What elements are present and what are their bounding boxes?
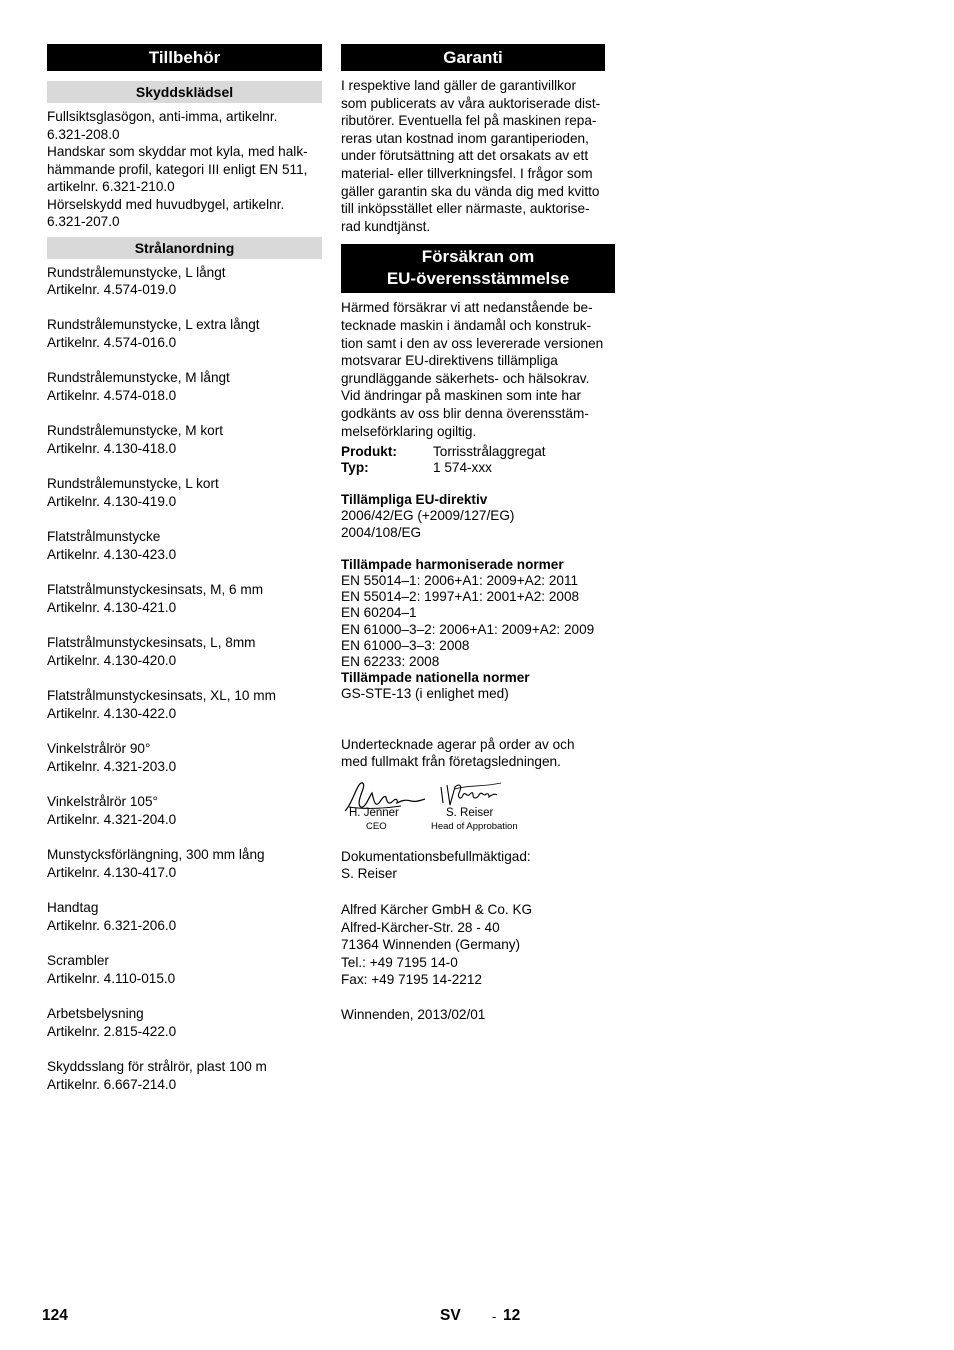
accessory-article: Artikelnr. 4.130-421.0 (47, 600, 177, 615)
text-line: material- eller tillverkningsfel. I frågor som (341, 165, 593, 181)
list-item (47, 687, 322, 722)
text-line: Undertecknade agerar på order av och (341, 736, 575, 752)
accessory-article: Artikelnr. 2.815-422.0 (47, 1023, 177, 1039)
standard-item: EN 62233: 2008 (341, 653, 440, 669)
accessory-article: Artikelnr. 6.321-206.0 (47, 917, 177, 933)
text-line: 6.321-208.0 (47, 126, 120, 142)
harmonised-standards (341, 557, 616, 703)
footer-dash: - (492, 1309, 497, 1324)
accessory-name: Munstycksförlängning, 300 mm lång (47, 847, 265, 863)
text-line: som publicerats av våra auktoriserade dist- (341, 95, 601, 111)
warranty-heading: Garanti (341, 44, 605, 71)
list-item (47, 528, 322, 563)
text-line: Hörselskydd med huvudbygel, artikelnr. (47, 196, 285, 212)
accessory-article: Artikelnr. 4.130-419.0 (47, 494, 177, 510)
list-item (47, 793, 322, 828)
product-info (341, 444, 616, 476)
product-value: Torrisstrålaggregat (433, 444, 546, 460)
list-item (47, 581, 322, 616)
accessory-name: Rundstrålemunstycke, L långt (47, 264, 226, 280)
list-item (47, 1005, 322, 1040)
list-item (47, 899, 322, 934)
company-address (341, 901, 616, 989)
list-item (47, 264, 322, 299)
text-line: Fullsiktsglasögon, anti-imma, artikelnr. (47, 109, 278, 124)
list-item (47, 422, 322, 457)
accessory-article: Artikelnr. 4.130-417.0 (47, 864, 177, 880)
accessory-name: Flatstrålmunstyckesinsats, L, 8mm (47, 635, 256, 651)
place-date: Winnenden, 2013/02/01 (341, 1006, 486, 1022)
accessory-name: Flatstrålmunstycke (47, 529, 161, 545)
section-page-number: 12 (503, 1307, 521, 1324)
accessory-name: Vinkelstrålrör 90° (47, 741, 151, 757)
accessory-article: Artikelnr. 4.574-019.0 (47, 282, 177, 298)
text-line: hämmande profil, kategori III enligt EN 511, (47, 161, 308, 177)
accessory-name: Rundstrålemunstycke, M kort (47, 423, 224, 439)
standard-item: EN 61000–3–2: 2006+A1: 2009+A2: 2009 (341, 621, 595, 637)
list-item (47, 369, 322, 404)
accessory-article: Artikelnr. 6.667-214.0 (47, 1076, 177, 1092)
list-item (47, 740, 322, 775)
text-line: Fax: +49 7195 14-2212 (341, 972, 482, 988)
text-line: 6.321-207.0 (47, 214, 120, 229)
accessory-article: Artikelnr. 4.574-018.0 (47, 388, 177, 404)
list-item (47, 316, 322, 351)
accessory-name: Rundstrålemunstycke, M långt (47, 370, 230, 386)
text-line: rad kundtjänst. (341, 218, 431, 234)
type-row (341, 460, 616, 476)
accessory-name: Vinkelstrålrör 105° (47, 794, 158, 810)
left-column (47, 44, 322, 1111)
language-code: SV (440, 1307, 461, 1324)
text-line: S. Reiser (341, 866, 397, 882)
text-line: godkänts av oss blir denna överensstäm- (341, 405, 589, 421)
accessory-name: Scrambler (47, 953, 109, 969)
signature-reiser (437, 779, 517, 809)
list-item (47, 952, 322, 987)
text-line: ributörer. Eventuella fel på maskinen repa- (341, 113, 597, 129)
text-line: grundläggande säkerhets- och hälsokrav. (341, 370, 590, 386)
directives-heading: Tillämpliga EU-direktiv (341, 492, 488, 508)
accessory-article: Artikelnr. 4.130-423.0 (47, 547, 177, 563)
signer-title: CEO (366, 820, 387, 832)
national-item: GS-STE-13 (i enlighet med) (341, 686, 509, 702)
text-line: artikelnr. 6.321-210.0 (47, 179, 175, 194)
page-number: 124 (42, 1307, 68, 1324)
text-line: motsvarar EU-direktivens tillämpliga (341, 353, 558, 369)
text-line: Alfred-Kärcher-Str. 28 - 40 (341, 919, 500, 935)
directive-item: 2006/42/EG (+2009/127/EG) (341, 508, 515, 524)
signer-title: Head of Approbation (431, 820, 518, 832)
national-heading: Tillämpade nationella normer (341, 670, 530, 686)
accessory-article: Artikelnr. 4.321-203.0 (47, 758, 177, 774)
eu-heading-line: Försäkran om (421, 247, 535, 267)
standard-item: EN 55014–1: 2006+A1: 2009+A2: 2011 (341, 572, 579, 588)
signer-name: H. Jenner (349, 806, 399, 819)
eu-declaration-text (341, 299, 616, 440)
text-line: gäller garantin ska du vända dig med kvitto (341, 183, 600, 199)
text-line: till inköpsstället eller närmaste, auktorise- (341, 201, 590, 217)
accessory-name: Skyddsslang för strålrör, plast 100 m (47, 1059, 267, 1075)
product-label: Produkt: (341, 444, 397, 460)
accessory-article: Artikelnr. 4.110-015.0 (47, 970, 176, 986)
eu-directives (341, 492, 616, 541)
text-line: tion samt i den av oss levererade versionen (341, 335, 604, 351)
list-item (47, 1058, 322, 1093)
warranty-text (341, 77, 616, 235)
accessory-list (47, 264, 322, 1094)
text-line: Dokumentationsbefullmäktigad: (341, 848, 531, 864)
text-line: med fullmakt från företagsledningen. (341, 754, 561, 770)
standard-item: EN 60204–1 (341, 605, 417, 621)
accessory-article: Artikelnr. 4.321-204.0 (47, 811, 177, 827)
standard-item: EN 55014–2: 1997+A1: 2001+A2: 2008 (341, 589, 580, 605)
blasting-device-heading: Strålanordning (47, 237, 322, 259)
text-line: I respektive land gäller de garantivillkor (341, 78, 576, 93)
type-value: 1 574-xxx (433, 460, 492, 476)
right-column (341, 44, 616, 1023)
text-line: Vid ändringar på maskinen som inte har (341, 388, 582, 404)
accessory-name: Flatstrålmunstyckesinsats, M, 6 mm (47, 582, 264, 598)
product-row (341, 444, 616, 460)
accessory-article: Artikelnr. 4.130-422.0 (47, 705, 177, 721)
text-line: melseförklaring ogiltig. (341, 423, 477, 439)
text-line: under förutsättning att det orsakats av ett (341, 148, 589, 164)
accessory-name: Rundstrålemunstycke, L extra långt (47, 317, 260, 333)
signatures (341, 779, 616, 835)
accessory-name: Flatstrålmunstyckesinsats, XL, 10 mm (47, 688, 276, 704)
accessory-article: Artikelnr. 4.130-420.0 (47, 652, 177, 668)
text-line: reras utan kostnad inom garantiperioden, (341, 130, 589, 146)
eu-heading-line: EU-överensstämmelse (386, 269, 570, 289)
accessory-name: Rundstrålemunstycke, L kort (47, 476, 219, 492)
list-item (47, 846, 322, 881)
list-item (47, 634, 322, 669)
text-line: Handskar som skyddar mot kyla, med halk- (47, 144, 308, 159)
accessory-article: Artikelnr. 4.574-016.0 (47, 335, 177, 351)
text-line: 71364 Winnenden (Germany) (341, 937, 521, 953)
directive-item: 2004/108/EG (341, 524, 422, 540)
text-line: Tel.: +49 7195 14-0 (341, 954, 458, 970)
documentation-authority (341, 848, 616, 883)
accessory-name: Handtag (47, 900, 99, 916)
standard-item: EN 61000–3–3: 2008 (341, 637, 470, 653)
harmonised-heading: Tillämpade harmoniserade normer (341, 556, 564, 572)
protective-clothing-text (47, 108, 322, 231)
text-line: tecknade maskin i ändamål och konstruk- (341, 317, 592, 333)
signer-name: S. Reiser (446, 806, 494, 819)
accessory-article: Artikelnr. 4.130-418.0 (47, 441, 177, 457)
type-label: Typ: (341, 460, 369, 476)
list-item (47, 475, 322, 510)
accessories-heading: Tillbehör (47, 44, 322, 71)
accessory-name: Arbetsbelysning (47, 1006, 144, 1022)
protective-clothing-heading: Skyddsklädsel (47, 81, 322, 103)
eu-declaration-heading (341, 244, 615, 293)
text-line: Härmed försäkrar vi att nedanstående be- (341, 300, 593, 316)
signers-text (341, 736, 616, 771)
text-line: Alfred Kärcher GmbH & Co. KG (341, 901, 533, 917)
